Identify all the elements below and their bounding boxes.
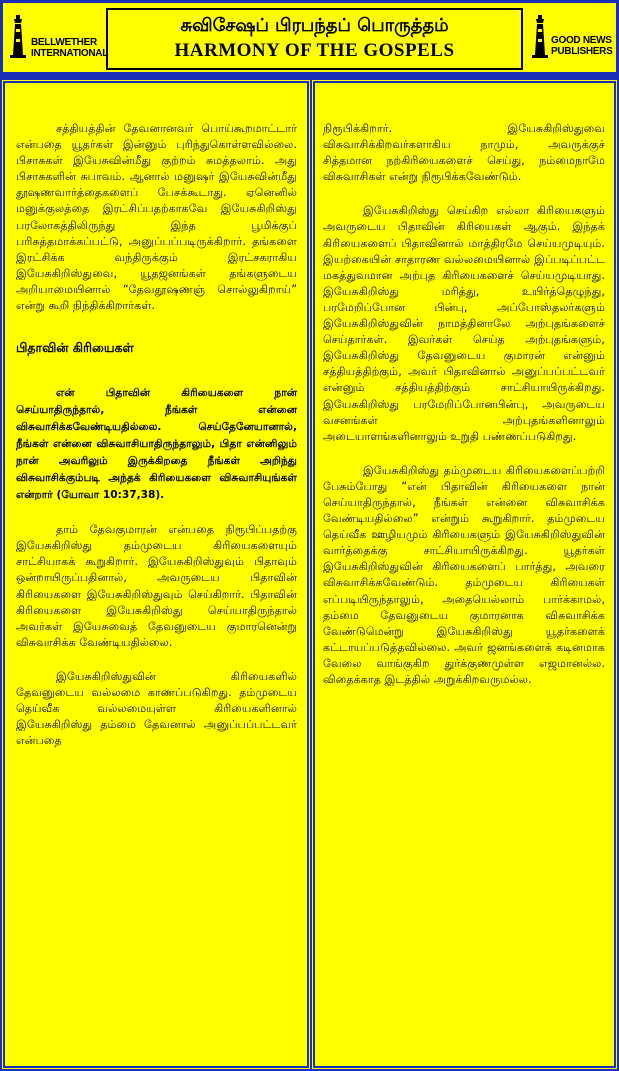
title-box [106,8,523,70]
right-column [313,81,616,1068]
logo-right-line1: GOOD NEWS [551,35,612,46]
left-column [3,81,309,1068]
bellwether-logo [9,11,109,67]
logo-right-line2: PUBLISHERS [551,46,613,57]
logo-left-line2: INTERNATIONAL [31,48,109,59]
scripture-quote: என் பிதாவின் கிரியைகளை நான் செய்யாதிருந்தால், நீங்கள் என்னை விசுவாசிக்கவேண்டியதில்லை. செய்தேனேயானால், நீங்கள் என்னை விசுவாசியாதிருந்தாலும், பிதா என்னிலும் நான் அவரிலும் இருக்கிறதை நீங்கள் அறிந்து விசுவாசிக்கும்படி அந்தக் கிரியைகளை விசுவாசியுங்கள் என்றார் (யோவா 10:37,38). [16,387,297,502]
good-news-logo [531,11,611,67]
left-paragraph-1: சத்தியத்தின் தேவனானவர் பொய்கூறமாட்டார் என்பதை யூதர்கள் இன்னும் புரிந்துகொள்ளவில்லை. பிசாசுகள் இயேசுவின்மீது குற்றம் சுமத்தலாம். அது பிசாசுகளின் சுபாவம். ஆனால் மனுஷர் இயேசுவின்மீது தூஷணவார்த்தைகளைப் பேசக்கூடாது. ஏனெனில் மனுக்குலத்தை இரட்சிப்பதற்காகவே இயேசுகிறிஸ்து பரலோகத்திலிருந்து இந்த பூமிக்குப் பரிசுத்தமாக்கப்பட்டு, அனுப்பப்படிருக்கிறார். தங்களை இரட்சிக்க வந்திருக்கும் இரட்சகராகிய இயேசுகிறிஸ்துவை, யூதஜனங்கள் தங்களுடைய அறியாமையினால் “தேவதூஷணஞ் சொல்லுகிறாய்” என்று கூறி நிந்திக்கிறார்கள். [16,122,297,313]
title-tamil: சுவிசேஷப் பிரபந்தப் பொருத்தம் [180,15,449,36]
right-paragraph-2: இயேசுகிறிஸ்து செய்கிற எல்லா கிரியைகளும் அவருடைய பிதாவின் கிரியைகள் ஆகும். இந்தக் கிரியைகளைப் பிதாவினால் மாத்திரமே செய்யமுடியும். இயற்கையின் சாதாரண வல்லமையினால் இப்படிப்பட்ட மகத்துவமான அற்புத கிரியைகளைச் செய்யமுடியாது. இயேசுகிறிஸ்து மரித்து, உயிர்த்தெழுந்து, பரமேறிப்போன பின்பு, அப்போஸ்தலர்களும் இயேசுகிறிஸ்துவின் நாமத்தினாலே அற்புதங்களைச் செய்தார்கள். இவர்கள் செய்த அற்புதங்களும், இயேசுகிறிஸ்து தேவனுடைய குமாரன் என்னும் சத்தியத்திற்கும், அவர் பிதாவினால் அனுப்பப்பட்டவர் என்னும் சத்தியத்திற்கும் சாட்சியாயிருக்கிறது. இயேசுகிறிஸ்து பரமேறிப்போனபின்பு, அவருடைய வசனங்கள் அற்புதங்களினாலும் அடையாளங்களினாலும் உறுதி பண்ணப்படுகிறது. [323,204,605,443]
lighthouse-icon [531,15,549,61]
header-banner [3,3,616,72]
lighthouse-icon [9,15,27,61]
left-paragraph-2: தாம் தேவகுமாரன் என்பதை நிரூபிப்பதற்கு இயேசுகிறிஸ்து தம்முடைய கிரியைகளையும் சாட்சியாகக் கூறுகிறார். இயேசுகிறிஸ்துவும் பிதாவும் ஒன்றாயிருப்பதினால், அவருடைய பிதாவின் கிரியைகளை இயேசுகிறிஸ்துவும் செய்கிறார். பிதாவின் கிரியைகளை இயேசுகிறிஸ்து செய்யாதிருந்தால் அவர்கள் இயேசுவைத் தேவனுடைய குமாரனென்று விசுவாசிக்க வேண்டியதில்லை. [16,523,297,649]
right-paragraph-1: நிரூபிக்கிறார். இயேசுகிறிஸ்துவை விசுவாசிக்கிறவர்களாகிய நாமும், அவருக்குச் சித்தமான நற்கிரியைகளைச் செய்து, நம்மைநாமே விசுவாசிகள் என்று நிரூபிக்கவேண்டும். [323,122,605,184]
left-paragraph-3: இயேசுகிறிஸ்துவின் கிரியைகளில் தேவனுடைய வல்லமை காணப்படுகிறது. தம்முடைய தெய்வீக வல்லமையுள்ள கிரியைகளினால் இயேசுகிறிஸ்து தம்மை தேவனால் அனுப்பப்பட்டவர் என்பதை [16,669,297,748]
section-heading: பிதாவின் கிரியைகள் [16,340,134,356]
title-english: HARMONY OF THE GOSPELS [174,40,455,61]
right-paragraph-3: இயேசுகிறிஸ்து தம்முடைய கிரியைகளைப்பற்றி பேசும்போது “என் பிதாவின் கிரியைகளை நான் செய்யாதிருந்தால், நீங்கள் என்னை விசுவாசிக்க வேண்டியதில்லை” என்றும் கூறுகிறார். தம்முடைய தெய்வீக ஊழியமும் கிரியைகளும் இயேசுகிறிஸ்துவின் வார்த்தைக்கு சாட்சியாயிருக்கிறது. யூதர்கள் இயேசுகிறிஸ்துவின் கிரியைகளைப் பார்த்து, அவரை விசுவாசிக்கவேண்டும். தம்முடைய கிரியைகள் எப்படியிருந்தாலும், அதையெல்லாம் பார்க்காமல், தம்மை தேவனுடைய குமாரனாக விசுவாசிக்க வேண்டுமென்று இயேசுகிறிஸ்து யூதர்களைக் கட்டாயப்படுத்தவில்லை. அவர் ஜனங்களைக் கடினமாக வேலை வாங்குகிற துர்க்குணமுள்ள எஜமானல்ல. விதைக்காத இடத்தில் அறுக்கிறவருமல்ல. [323,463,605,686]
logo-left-line1: BELLWETHER [31,37,97,48]
